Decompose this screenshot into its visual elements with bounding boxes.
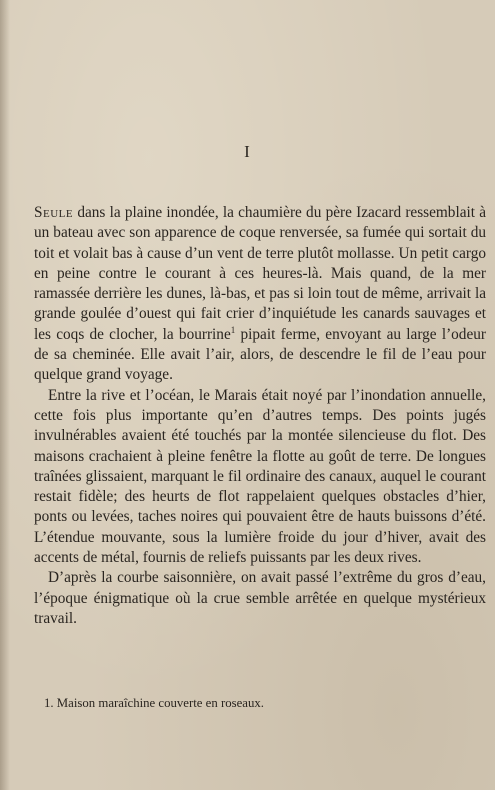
footnote: 1. Maison maraîchine couverte en roseaux. — [44, 696, 264, 710]
paragraph-lead-word: Seule — [34, 204, 74, 221]
chapter-number: I — [244, 142, 251, 161]
paragraph-3: D’après la courbe saisonnière, on avait passé l’extrême du gros d’eau, l’époque énigmatique où la crue semble arrêtée en quelque mystérieux travail. — [34, 569, 486, 627]
body-text — [34, 203, 486, 629]
paragraph-2: Entre la rive et l’océan, le Marais était noyé par l’inondation annuelle, cette fois plus importante qu’en d’autres temps. Des points jugés invulnérables avaient été touchés par la montée silencieuse du flot. Des maisons crachaient à pleine fenêtre la flotte au goût de terre. De longues traînées glissaient, marquant le fil ordinaire des canaux, auquel le courant restait fidèle; des heurts de flot rappelaient quelques obstacles d’hier, ponts ou levées, taches noires qui pouvaient être de hauts buissons d’été. L’étendue mouvante, sous la lumière froide du jour d’hiver, avait des accents de métal, fournis de reliefs puissants par les deux rives. — [34, 386, 486, 567]
footnote-reference: 1 — [230, 324, 236, 335]
paragraph-1-text: dans la plaine inondée, la chaumière du père Izacard ressemblait à un bateau avec son apparence de coque renversée, sa fumée qui sortait du toit et volait bas à cause d’un vent de terre plutôt mollasse. Un petit cargo en peine contre le courant à ces heures-là. Mais quand, de la mer ramassée derrière les dunes, là-bas, et pas si loin tout de même, arrivait la grande goulée d’ouest qui fait crier d’inquiétude les canards sauvages et les coqs de clocher, la bourrine — [34, 204, 486, 343]
paragraph-1 — [34, 203, 486, 386]
book-spine-shadow — [0, 0, 10, 790]
paragraph-1-text-continued: pipait ferme, envoyant au large l’odeur de sa cheminée. Elle avait l’air, alors, de descendre le fil de l’eau pour quelque grand voyage. — [34, 325, 486, 384]
